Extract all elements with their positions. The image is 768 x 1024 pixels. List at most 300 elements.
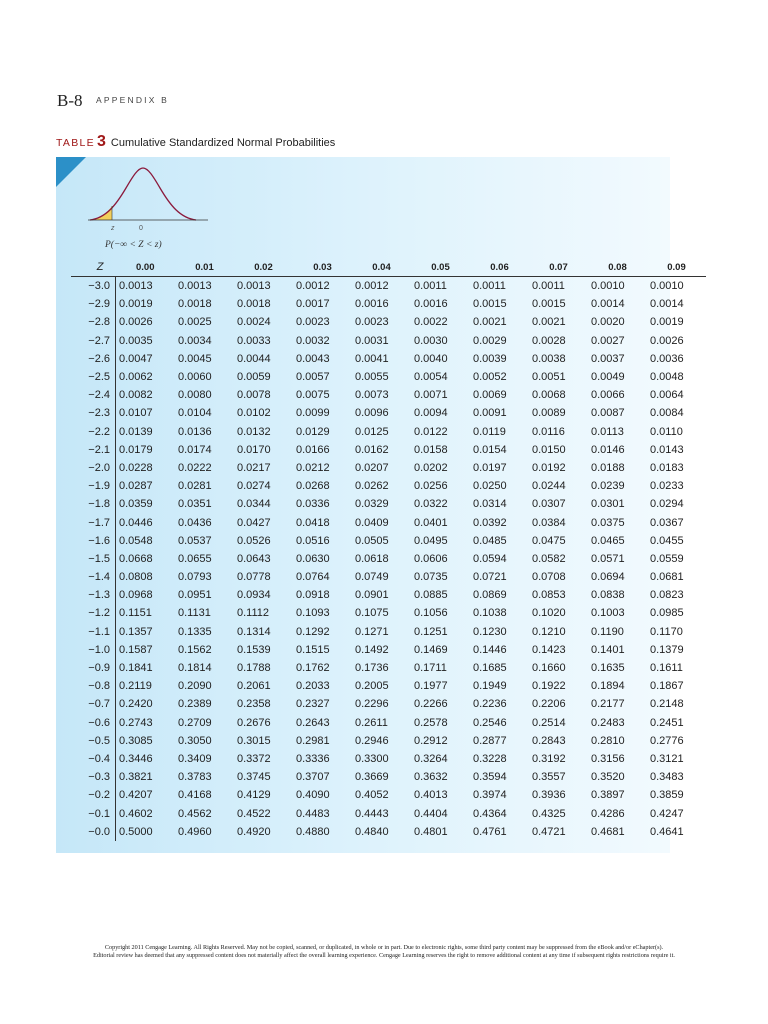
probability-cell: 0.1020 [532, 607, 566, 620]
probability-cell: 0.1685 [473, 662, 507, 675]
column-header: 0.01 [175, 258, 234, 277]
probability-cell: 0.0011 [532, 280, 565, 293]
probability-cell: 0.0036 [650, 352, 684, 365]
z-value-cell: −0.5 [71, 732, 116, 750]
column-header: 0.09 [647, 258, 706, 277]
probability-cell: 0.0643 [237, 552, 271, 565]
table-row [71, 350, 706, 368]
table-body [71, 277, 706, 841]
probability-cell: 0.0082 [119, 389, 153, 402]
probability-cell: 0.1230 [473, 625, 507, 638]
probability-cell: 0.0019 [119, 298, 153, 311]
probability-cell: 0.3974 [473, 789, 507, 802]
probability-cell: 0.0934 [237, 589, 271, 602]
probability-cell: 0.0028 [532, 334, 566, 347]
z-value-cell: −2.0 [71, 459, 116, 477]
table-row [71, 714, 706, 732]
probability-cell: 0.0035 [119, 334, 153, 347]
probability-cell: 0.1357 [119, 625, 153, 638]
probability-cell: 0.4880 [296, 825, 330, 838]
probability-cell: 0.0202 [414, 461, 448, 474]
probability-cell: 0.0102 [237, 407, 271, 420]
probability-cell: 0.0011 [473, 280, 506, 293]
probability-cell: 0.4840 [355, 825, 389, 838]
probability-cell: 0.2810 [591, 734, 625, 747]
probability-cell: 0.0526 [237, 534, 271, 547]
z-value-cell: −2.5 [71, 368, 116, 386]
probability-cell: 0.1762 [296, 662, 330, 675]
probability-cell: 0.0336 [296, 498, 330, 511]
curve-z-label: z [111, 225, 115, 232]
probability-cell: 0.0166 [296, 443, 330, 456]
probability-cell: 0.1379 [650, 643, 684, 656]
probability-cell: 0.1093 [296, 607, 330, 620]
probability-cell: 0.0475 [532, 534, 566, 547]
probability-cell: 0.2358 [237, 698, 271, 711]
probability-cell: 0.0031 [355, 334, 389, 347]
probability-cell: 0.1635 [591, 662, 625, 675]
probability-cell: 0.0136 [178, 425, 212, 438]
probability-cell: 0.0039 [473, 352, 507, 365]
z-value-cell: −0.7 [71, 695, 116, 713]
probability-cell: 0.0192 [532, 461, 566, 474]
probability-cell: 0.0418 [296, 516, 330, 529]
probability-cell: 0.0853 [532, 589, 566, 602]
probability-cell: 0.3821 [119, 771, 153, 784]
probability-cell: 0.0014 [591, 298, 625, 311]
column-header: 0.03 [293, 258, 352, 277]
probability-cell: 0.4286 [591, 807, 625, 820]
probability-cell: 0.0655 [178, 552, 212, 565]
probability-cell: 0.0985 [650, 607, 684, 620]
table-row [71, 750, 706, 768]
probability-cell: 0.1003 [591, 607, 625, 620]
probability-cell: 0.0013 [119, 280, 153, 293]
probability-cell: 0.2877 [473, 734, 507, 747]
probability-cell: 0.3632 [414, 771, 448, 784]
probability-cell: 0.0694 [591, 571, 625, 584]
column-header: 0.05 [411, 258, 470, 277]
probability-cell: 0.0749 [355, 571, 389, 584]
probability-cell: 0.0029 [473, 334, 507, 347]
probability-cell: 0.1423 [532, 643, 566, 656]
probability-cell: 0.0485 [473, 534, 507, 547]
probability-cell: 0.2643 [296, 716, 330, 729]
table-row [71, 368, 706, 386]
probability-cell: 0.0019 [650, 316, 684, 329]
probability-cell: 0.0119 [473, 425, 506, 438]
probability-cell: 0.0023 [355, 316, 389, 329]
probability-cell: 0.2776 [650, 734, 684, 747]
probability-cell: 0.1210 [532, 625, 566, 638]
probability-cell: 0.0495 [414, 534, 448, 547]
probability-cell: 0.0446 [119, 516, 153, 529]
probability-cell: 0.4013 [414, 789, 448, 802]
probability-cell: 0.0150 [532, 443, 566, 456]
probability-cell: 0.4483 [296, 807, 330, 820]
table-row [71, 550, 706, 568]
probability-cell: 0.1112 [237, 607, 270, 620]
z-value-cell: −1.9 [71, 477, 116, 495]
probability-cell: 0.1977 [414, 680, 448, 693]
probability-cell: 0.3192 [532, 752, 566, 765]
probability-cell: 0.0268 [296, 480, 330, 493]
probability-cell: 0.0020 [591, 316, 625, 329]
z-value-cell: −0.6 [71, 714, 116, 732]
probability-cell: 0.3859 [650, 789, 684, 802]
probability-cell: 0.2005 [355, 680, 389, 693]
table-row [71, 623, 706, 641]
probability-cell: 0.1515 [296, 643, 330, 656]
probability-cell: 0.1894 [591, 680, 625, 693]
probability-cell: 0.0132 [237, 425, 271, 438]
probability-cell: 0.3050 [178, 734, 212, 747]
probability-cell: 0.3121 [650, 752, 684, 765]
z-value-cell: −2.7 [71, 332, 116, 350]
probability-cell: 0.0068 [532, 389, 566, 402]
probability-cell: 0.0322 [414, 498, 448, 511]
probability-cell: 0.0281 [178, 480, 212, 493]
probability-cell: 0.0041 [355, 352, 389, 365]
probability-cell: 0.0239 [591, 480, 625, 493]
probability-cell: 0.1492 [355, 643, 389, 656]
probability-cell: 0.0012 [355, 280, 389, 293]
column-header: 0.06 [470, 258, 529, 277]
probability-cell: 0.0455 [650, 534, 684, 547]
probability-cell: 0.4129 [237, 789, 271, 802]
table-row [71, 313, 706, 331]
table-row [71, 768, 706, 786]
probability-cell: 0.0064 [650, 389, 684, 402]
probability-cell: 0.4443 [355, 807, 389, 820]
probability-cell: 0.0025 [178, 316, 212, 329]
probability-cell: 0.0244 [532, 480, 566, 493]
probability-cell: 0.0778 [237, 571, 271, 584]
probability-cell: 0.2981 [296, 734, 330, 747]
probability-cell: 0.0066 [591, 389, 625, 402]
probability-cell: 0.1170 [650, 625, 683, 638]
table-row [71, 404, 706, 422]
table-row [71, 459, 706, 477]
probability-cell: 0.0027 [591, 334, 625, 347]
probability-cell: 0.3264 [414, 752, 448, 765]
probability-cell: 0.1075 [355, 607, 389, 620]
probability-cell: 0.2177 [591, 698, 625, 711]
probability-cell: 0.0465 [591, 534, 625, 547]
probability-cell: 0.1539 [237, 643, 271, 656]
probability-cell: 0.0015 [473, 298, 507, 311]
probability-cell: 0.0594 [473, 552, 507, 565]
probability-cell: 0.0307 [532, 498, 566, 511]
probability-cell: 0.4247 [650, 807, 684, 820]
probability-cell: 0.0043 [296, 352, 330, 365]
probability-cell: 0.1335 [178, 625, 212, 638]
probability-cell: 0.1314 [237, 625, 271, 638]
probability-cell: 0.1251 [414, 625, 448, 638]
z-value-cell: −0.8 [71, 677, 116, 695]
probability-cell: 0.0073 [355, 389, 389, 402]
probability-cell: 0.0918 [296, 589, 330, 602]
z-value-cell: −2.2 [71, 423, 116, 441]
probability-cell: 0.0618 [355, 552, 389, 565]
probability-cell: 0.1038 [473, 607, 507, 620]
shaded-tail-area [90, 206, 112, 220]
probability-cell: 0.0162 [355, 443, 389, 456]
probability-cell: 0.4960 [178, 825, 212, 838]
probability-cell: 0.4522 [237, 807, 271, 820]
probability-cell: 0.0808 [119, 571, 153, 584]
probability-cell: 0.1949 [473, 680, 507, 693]
table-title-text: Cumulative Standardized Normal Probabilities [110, 137, 336, 149]
probability-cell: 0.0017 [296, 298, 330, 311]
probability-cell: 0.0104 [178, 407, 212, 420]
probability-cell: 0.0179 [119, 443, 153, 456]
table-row [71, 332, 706, 350]
probability-cell: 0.3372 [237, 752, 271, 765]
probability-cell: 0.0668 [119, 552, 153, 565]
probability-cell: 0.2946 [355, 734, 389, 747]
probability-cell: 0.0018 [237, 298, 271, 311]
probability-cell: 0.0096 [355, 407, 389, 420]
probability-cell: 0.4090 [296, 789, 330, 802]
probability-cell: 0.2578 [414, 716, 448, 729]
table-row [71, 641, 706, 659]
probability-cell: 0.0059 [237, 371, 271, 384]
probability-cell: 0.2206 [532, 698, 566, 711]
probability-cell: 0.2676 [237, 716, 271, 729]
probability-cell: 0.0630 [296, 552, 330, 565]
probability-cell: 0.3015 [237, 734, 271, 747]
probability-cell: 0.0516 [296, 534, 330, 547]
probability-cell: 0.1562 [178, 643, 212, 656]
probability-cell: 0.2843 [532, 734, 566, 747]
table-number: 3 [96, 133, 106, 150]
probability-cell: 0.4721 [532, 825, 566, 838]
probability-cell: 0.4681 [591, 825, 625, 838]
probability-cell: 0.0054 [414, 371, 448, 384]
probability-cell: 0.0014 [650, 298, 684, 311]
probability-cell: 0.0071 [414, 389, 448, 402]
probability-cell: 0.0559 [650, 552, 684, 565]
probability-cell: 0.0062 [119, 371, 153, 384]
probability-cell: 0.0011 [414, 280, 447, 293]
probability-cell: 0.3594 [473, 771, 507, 784]
probability-cell: 0.3156 [591, 752, 625, 765]
probability-cell: 0.3669 [355, 771, 389, 784]
probability-cell: 0.0010 [591, 280, 625, 293]
probability-cell: 0.0016 [414, 298, 448, 311]
probability-cell: 0.0087 [591, 407, 625, 420]
probability-cell: 0.0537 [178, 534, 212, 547]
probability-cell: 0.0032 [296, 334, 330, 347]
table-row [71, 677, 706, 695]
z-value-cell: −1.4 [71, 568, 116, 586]
table-word: TABLE [56, 137, 95, 149]
table-row [71, 804, 706, 822]
probability-cell: 0.1841 [119, 662, 153, 675]
probability-cell: 0.4404 [414, 807, 448, 820]
probability-cell: 0.2611 [355, 716, 388, 729]
normal-probability-table [71, 258, 706, 841]
z-value-cell: −0.0 [71, 823, 116, 841]
probability-cell: 0.4761 [473, 825, 507, 838]
probability-cell: 0.0823 [650, 589, 684, 602]
probability-cell: 0.3483 [650, 771, 684, 784]
probability-cell: 0.0146 [591, 443, 625, 456]
z-value-cell: −0.1 [71, 804, 116, 822]
probability-cell: 0.2327 [296, 698, 330, 711]
page-number: B-8 [57, 91, 83, 110]
probability-cell: 0.1292 [296, 625, 330, 638]
table-row [71, 659, 706, 677]
z-value-cell: −3.0 [71, 277, 116, 296]
probability-cell: 0.0901 [355, 589, 389, 602]
probability-cell: 0.1611 [650, 662, 683, 675]
probability-cell: 0.0026 [650, 334, 684, 347]
probability-cell: 0.0030 [414, 334, 448, 347]
probability-cell: 0.0735 [414, 571, 448, 584]
probability-cell: 0.2119 [119, 680, 152, 693]
probability-cell: 0.0838 [591, 589, 625, 602]
probability-cell: 0.0047 [119, 352, 153, 365]
probability-cell: 0.0367 [650, 516, 684, 529]
probability-cell: 0.0606 [414, 552, 448, 565]
probability-cell: 0.4325 [532, 807, 566, 820]
probability-cell: 0.0038 [532, 352, 566, 365]
probability-cell: 0.0099 [296, 407, 330, 420]
z-value-cell: −2.3 [71, 404, 116, 422]
probability-cell: 0.4207 [119, 789, 153, 802]
probability-cell: 0.0139 [119, 425, 153, 438]
probability-cell: 0.0022 [414, 316, 448, 329]
probability-cell: 0.0052 [473, 371, 507, 384]
probability-cell: 0.3085 [119, 734, 153, 747]
probability-cell: 0.2033 [296, 680, 330, 693]
probability-cell: 0.0329 [355, 498, 389, 511]
probability-cell: 0.0869 [473, 589, 507, 602]
z-value-cell: −0.3 [71, 768, 116, 786]
probability-cell: 0.0091 [473, 407, 507, 420]
probability-cell: 0.2420 [119, 698, 153, 711]
probability-cell: 0.0016 [355, 298, 389, 311]
probability-cell: 0.0262 [355, 480, 389, 493]
probability-cell: 0.0764 [296, 571, 330, 584]
probability-cell: 0.0040 [414, 352, 448, 365]
normal-curve-line [90, 168, 196, 220]
probability-cell: 0.0301 [591, 498, 625, 511]
probability-cell: 0.0256 [414, 480, 448, 493]
probability-cell: 0.2090 [178, 680, 212, 693]
probability-cell: 0.0158 [414, 443, 448, 456]
probability-cell: 0.0708 [532, 571, 566, 584]
probability-cell: 0.0392 [473, 516, 507, 529]
probability-cell: 0.0154 [473, 443, 507, 456]
z-value-cell: −2.1 [71, 441, 116, 459]
probability-cell: 0.0681 [650, 571, 684, 584]
table-row [71, 823, 706, 841]
probability-cell: 0.0505 [355, 534, 389, 547]
probability-cell: 0.0034 [178, 334, 212, 347]
probability-cell: 0.0013 [178, 280, 212, 293]
probability-cell: 0.0217 [237, 461, 271, 474]
probability-cell: 0.0968 [119, 589, 153, 602]
probability-cell: 0.1469 [414, 643, 448, 656]
probability-cell: 0.0314 [473, 498, 507, 511]
probability-cell: 0.4364 [473, 807, 507, 820]
table-row [71, 295, 706, 313]
probability-cell: 0.1788 [237, 662, 271, 675]
probability-cell: 0.4168 [178, 789, 212, 802]
table-row [71, 695, 706, 713]
z-value-cell: −1.8 [71, 495, 116, 513]
z-value-cell: −1.3 [71, 586, 116, 604]
probability-cell: 0.4562 [178, 807, 212, 820]
probability-cell: 0.1271 [355, 625, 389, 638]
probability-cell: 0.0049 [591, 371, 625, 384]
probability-cell: 0.0015 [532, 298, 566, 311]
probability-cell: 0.0174 [178, 443, 212, 456]
probability-cell: 0.0401 [414, 516, 448, 529]
probability-cell: 0.0051 [532, 371, 566, 384]
probability-cell: 0.4052 [355, 789, 389, 802]
probability-cell: 0.0197 [473, 461, 507, 474]
probability-cell: 0.0026 [119, 316, 153, 329]
probability-cell: 0.0793 [178, 571, 212, 584]
probability-cell: 0.2912 [414, 734, 448, 747]
probability-cell: 0.3228 [473, 752, 507, 765]
probability-cell: 0.0075 [296, 389, 330, 402]
table-row [71, 277, 706, 296]
probability-cell: 0.3520 [591, 771, 625, 784]
probability-cell: 0.0582 [532, 552, 566, 565]
probability-cell: 0.0359 [119, 498, 153, 511]
probability-cell: 0.0018 [178, 298, 212, 311]
probability-cell: 0.2266 [414, 698, 448, 711]
probability-cell: 0.0222 [178, 461, 212, 474]
probability-cell: 0.2389 [178, 698, 212, 711]
probability-cell: 0.2451 [650, 716, 684, 729]
probability-cell: 0.0250 [473, 480, 507, 493]
probability-cell: 0.1736 [355, 662, 389, 675]
probability-cell: 0.0427 [237, 516, 271, 529]
probability-cell: 0.1867 [650, 680, 684, 693]
probability-cell: 0.0060 [178, 371, 212, 384]
probability-cell: 0.0183 [650, 461, 684, 474]
probability-cell: 0.2296 [355, 698, 389, 711]
probability-cell: 0.4920 [237, 825, 271, 838]
probability-cell: 0.0143 [650, 443, 684, 456]
probability-cell: 0.0057 [296, 371, 330, 384]
probability-cell: 0.0721 [473, 571, 507, 584]
probability-cell: 0.1056 [414, 607, 448, 620]
probability-cell: 0.3336 [296, 752, 330, 765]
z-value-cell: −0.2 [71, 786, 116, 804]
probability-cell: 0.0069 [473, 389, 507, 402]
probability-cell: 0.0021 [473, 316, 507, 329]
z-value-cell: −2.8 [71, 313, 116, 331]
probability-cell: 0.0571 [591, 552, 625, 565]
column-header: 0.07 [529, 258, 588, 277]
probability-cell: 0.3783 [178, 771, 212, 784]
table-row [71, 441, 706, 459]
probability-cell: 0.0122 [414, 425, 448, 438]
probability-cell: 0.1814 [178, 662, 212, 675]
probability-cell: 0.0548 [119, 534, 153, 547]
probability-cell: 0.2061 [237, 680, 271, 693]
probability-cell: 0.1131 [178, 607, 211, 620]
probability-cell: 0.0094 [414, 407, 448, 420]
probability-cell: 0.0344 [237, 498, 271, 511]
